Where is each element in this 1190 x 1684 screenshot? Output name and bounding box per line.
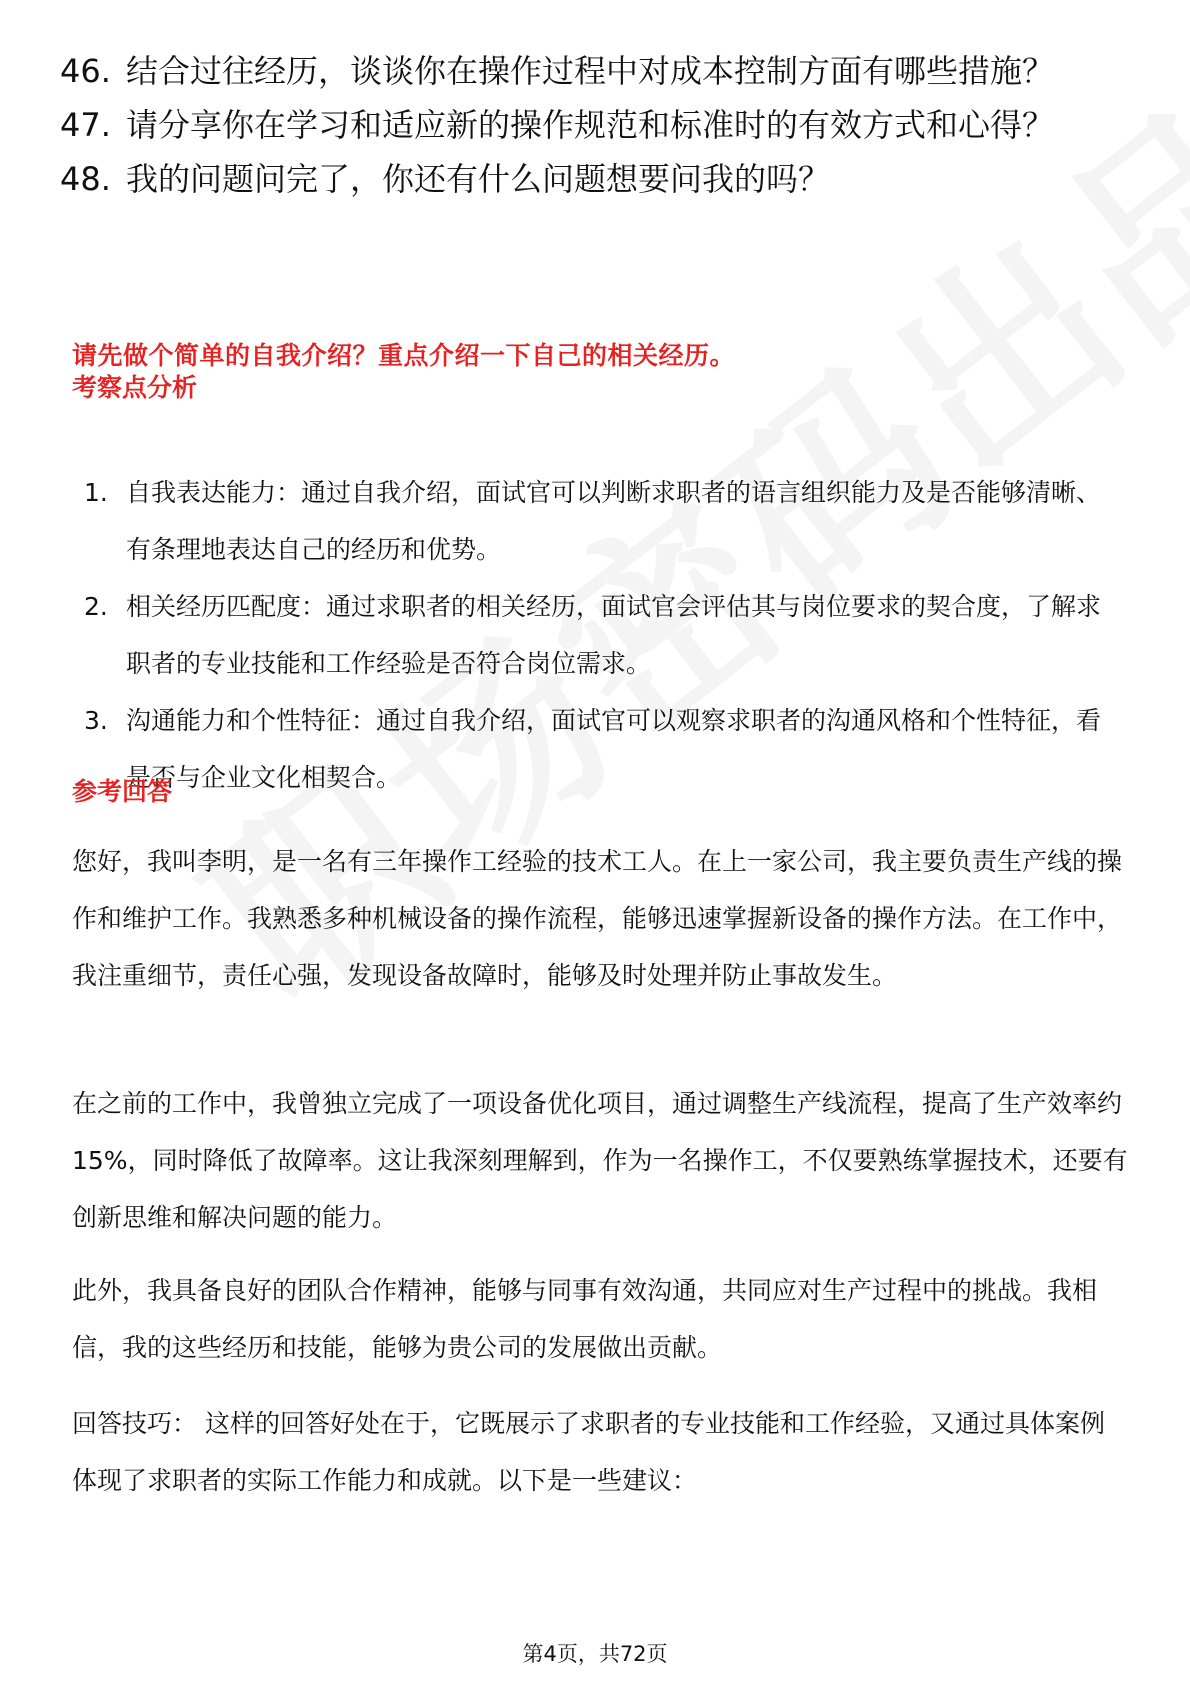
question-list	[60, 50, 1100, 212]
analysis-item	[84, 692, 1124, 806]
analysis-number: 3.	[84, 706, 108, 735]
analysis-number: 2.	[84, 592, 108, 621]
analysis-item	[84, 578, 1124, 692]
analysis-text: 自我表达能力：通过自我介绍，面试官可以判断求职者的语言组织能力及是否能够清晰、有条理地表达自己的经历和优势。	[126, 478, 1102, 564]
question-text: 结合过往经历，谈谈你在操作过程中对成本控制方面有哪些措施？	[126, 52, 1055, 90]
question-number: 48.	[60, 160, 111, 198]
analysis-text: 相关经历匹配度：通过求职者的相关经历，面试官会评估其与岗位要求的契合度，了解求职者的专业技能和工作经验是否符合岗位需求。	[126, 592, 1102, 678]
featured-question: 请先做个简单的自我介绍？重点介绍一下自己的相关经历。	[72, 341, 736, 370]
answer-paragraph: 此外，我具备良好的团队合作精神，能够与同事有效沟通，共同应对生产过程中的挑战。我相信，我的这些经历和技能，能够为贵公司的发展做出贡献。	[72, 1276, 1098, 1362]
analysis-list	[84, 464, 1124, 806]
answer-heading: 参考回答	[72, 777, 173, 806]
question-number: 46.	[60, 52, 111, 90]
question-text: 我的问题问完了，你还有什么问题想要问我的吗？	[126, 160, 831, 198]
analysis-text: 沟通能力和个性特征：通过自我介绍，面试官可以观察求职者的沟通风格和个性特征，看是否与企业文化相契合。	[126, 706, 1102, 792]
answer-paragraph: 在之前的工作中，我曾独立完成了一项设备优化项目，通过调整生产线流程，提高了生产效率约15%，同时降低了故障率。这让我深刻理解到，作为一名操作工，不仅要熟练掌握技术，还要有创新思维和解决问题的能力。	[72, 1089, 1128, 1232]
answer-tip-paragraph: 回答技巧： 这样的回答好处在于，它既展示了求职者的专业技能和工作经验，又通过具体案例体现了求职者的实际工作能力和成就。以下是一些建议：	[72, 1409, 1105, 1495]
question-item	[60, 158, 1100, 200]
answer-paragraph: 您好，我叫李明，是一名有三年操作工经验的技术工人。在上一家公司，我主要负责生产线的操作和维护工作。我熟悉多种机械设备的操作流程，能够迅速掌握新设备的操作方法。在工作中，我注重细节，责任心强，发现设备故障时，能够及时处理并防止事故发生。	[72, 847, 1123, 990]
question-item	[60, 104, 1100, 146]
analysis-item	[84, 464, 1124, 578]
question-number: 47.	[60, 106, 111, 144]
question-text: 请分享你在学习和适应新的操作规范和标准时的有效方式和心得？	[126, 106, 1055, 144]
page-footer: 第4页，共72页	[522, 1642, 668, 1666]
analysis-number: 1.	[84, 478, 108, 507]
question-item	[60, 50, 1100, 92]
analysis-heading: 考察点分析	[72, 373, 198, 402]
